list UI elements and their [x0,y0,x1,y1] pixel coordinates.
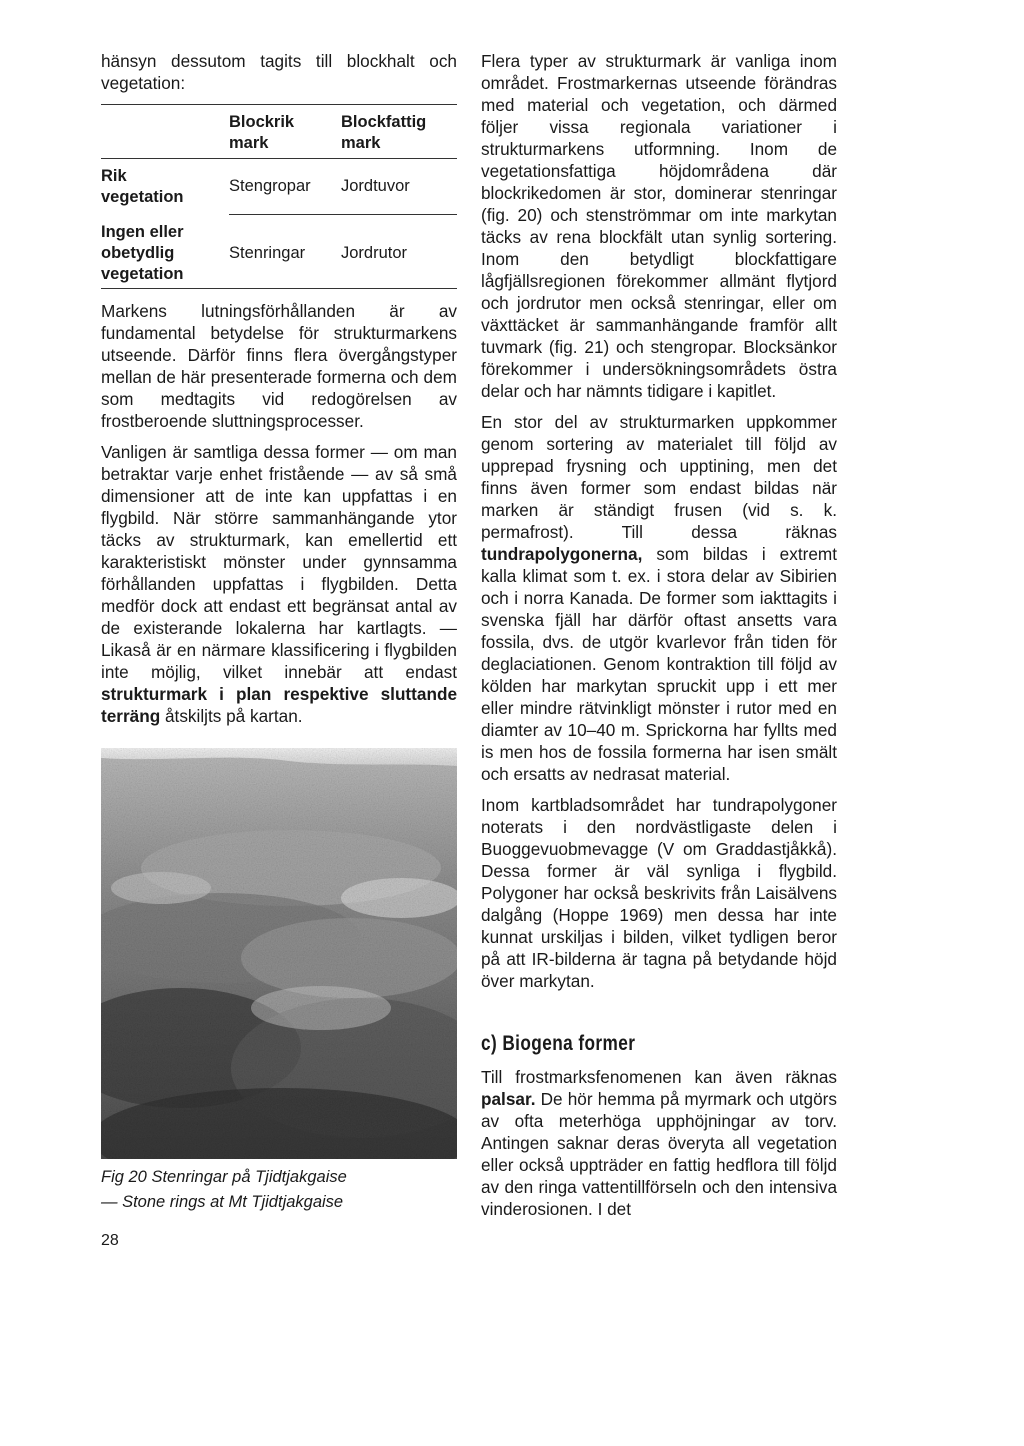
caption-english: — Stone rings at Mt Tjidtjakgaise [101,1193,344,1211]
table-rule-middle [229,214,457,215]
figure-caption [101,1165,457,1215]
cell-jordtuvor: Jordtuvor [341,177,410,195]
right-para2-text-a: En stor del av strukturmarken uppkommer genom sortering av materialet till följd av upprepad frysning och upptining, men det finns även former som endast bildas när marken är ständigt frusen (vid s. k. permafrost). Till dessa räknas [481,412,837,542]
cell-stengropar: Stengropar [229,177,311,195]
paragraph-dimensions [101,441,457,727]
right-para2-text-b: som bildas i extremt kalla klimat som t. ex. i stora delar av Sibirien och i norra Kanada. De former som iakttagits i svenska fjäll har därför oftast ansetts vara fossila, dvs. de utgör kvarlevor från tiden för deglaciationen. Genom kontraktion till följd av kölden har markytan spruckit upp i ett mer eller mindre rätvinkligt mönster i rutor med en diamter av 10–40 m. Sprickorna har fyllts med is men hos de fossila formerna har isen smält och ersatts av nedrasat material. [481,544,837,784]
para4-bold: palsar. [481,1089,536,1109]
para2-bold: strukturmark i plan respektive sluttande terräng [101,684,457,726]
right-para2-bold: tundrapolygonerna, [481,544,643,564]
paragraph-polygons: Inom kartbladsområdet har tundrapolygoner noterats i den nordvästligaste delen i Buoggevuobmevagge (V om Graddastjåkkå). Dessa former är väl synliga i flygbild. Polygoner har också beskrivits från Laisälvens dalgång (Hoppe 1969) men dessa har inte kunnat urskiljas i bilden, vilket tydligen beror på att IR-bilderna är tagna på betydande höjd över markytan. [481,795,837,991]
page-number: 28 [101,1232,119,1249]
photo-illustration [101,748,457,1159]
paragraph-permafrost [481,411,837,785]
paragraph-types: Flera typer av strukturmark är vanliga inom området. Frostmarkernas utseende förändras med material och vegetation, och därmed följer vissa regionala variationer i strukturmarkens utformning. Inom de vegetationsfattiga höjdområdena där blockrikedomen är stor, dominerar stenringar (fig. 20) och stenströmmar om inte markytan täcks av rena blockfält utan synlig sortering. Inom den betydligt blockfattigare lågfjällsregionen förekommer allmänt flytjord och jordrutor men också stenringar, eller om växttäcket är sammanhängande framför allt tuvmark (fig. 21) och stengropar. Blocksänkor förekommer i undersökningsområdets östra delar och har nämnts tidigare i kapitlet. [481,51,837,401]
table-rule-top [101,104,457,105]
figure-photo-stone-rings [101,748,457,1159]
right-column [481,50,837,992]
left-body [101,300,457,727]
paragraph-palsar [481,1066,837,1220]
cell-stenringar: Stenringar [229,244,306,262]
section-heading-biogena: c) Biogena former [481,1032,636,1055]
para4-text-a: Till frostmarksfenomenen kan även räknas [481,1067,837,1087]
paragraph-slope: Markens lutningsförhållanden är av fundamental betydelse för strukturmarkens utseende. Därför finns flera övergångstyper mellan de här presenterade formerna och dem som medtagits vid redogörelsen av frostberoende sluttningsprocesser. [101,301,457,431]
intro-text: hänsyn dessutom tagits till blockhalt och vegetation: [101,51,457,93]
para2-text-b: åtskiljts på kartan. [160,706,303,726]
table-rule-header [101,158,457,159]
cell-jordrutor: Jordrutor [341,244,408,262]
col-header-blockrik: Blockrik mark [229,113,295,152]
col-header-blockfattig: Blockfattig mark [341,113,427,152]
row-header-rik: Rik vegetation [101,167,184,206]
biogena-body [481,1066,837,1220]
table-rule-bottom [101,288,457,289]
left-column [101,50,457,94]
para2-text-a: Vanligen är samtliga dessa former — om man betraktar varje enhet fristående — av så små dimensioner att de inte kan uppfattas i en flygbild. När större sammanhängande ytor täcks av strukturmark, kan emellertid ett karakteristiskt mönster under gynnsamma förhållanden uppfattas i flygbilden. Detta medför dock att endast ett begränsat antal av de existerande lokalerna har kartlagts. — Likaså är en närmare klassificering i flygbilden inte möjlig, vilket innebär att endast [101,442,457,682]
row-header-ingen: Ingen eller obetydlig vegetation [101,223,184,283]
para4-text-b: De hör hemma på myrmark och utgörs av ofta meterhöga upphöjningar av torv. Antingen saknar deras överyta all vegetation eller också uppträder en fattig hedflora till följd av den ringa vattentillförseln och den intensiva vinderosionen. I det [481,1089,837,1219]
caption-swedish: Fig 20 Stenringar på Tjidtjakgaise [101,1168,347,1186]
